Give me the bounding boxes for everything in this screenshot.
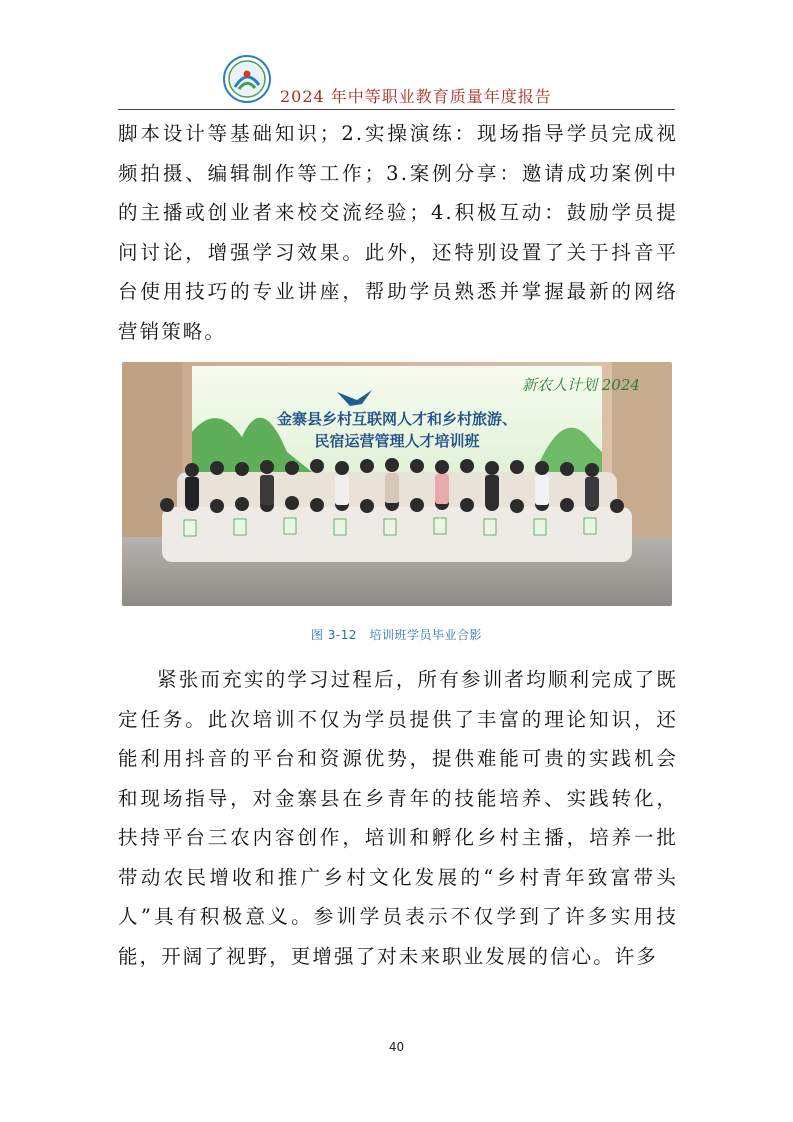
school-emblem-icon [222, 54, 272, 104]
graduation-group-photo [122, 362, 672, 606]
figure-caption: 图 3-12 培训班学员毕业合影 [310, 628, 483, 642]
body-paragraph-2: 紧张而充实的学习过程后，所有参训者均顺利完成了既定任务。此次培训不仅为学员提供了丰富的理论知识，还能利用抖音的平台和资源优势，提供难能可贵的实践机会和现场指导，对金寨县在乡青年的技能培养、实践转化，扶持平台三农内容创作，培训和孵化乡村主播，培养一批带动农民增收和推广乡村文化发展的“乡村青年致富带头人”具有积极意义。参训学员表示不仅学到了许多实用技能，开阔了视野，更增强了对未来职业发展的信心。许多 [118, 668, 678, 968]
banner-line-1: 金寨县乡村互联网人才和乡村旅游、 [276, 410, 518, 428]
report-title: 2024 年中等职业教育质量年度报告 [280, 87, 552, 106]
banner-line-2: 民宿运营管理人才培训班 [314, 432, 480, 450]
body-paragraph-1: 脚本设计等基础知识；2.实操演练：现场指导学员完成视频拍摄、编辑制作等工作；3.案例分享：邀请成功案例中的主播或创业者来校交流经验；4.积极互动：鼓励学员提问讨论，增强学习效果。此外，还特别设置了关于抖音平台使用技巧的专业讲座，帮助学员熟悉并掌握最新的网络营销策略。 [118, 122, 678, 343]
banner-corner-text: 新农人计划 2024 [522, 376, 640, 394]
header-divider [118, 109, 675, 110]
page-number: 40 [388, 1040, 405, 1054]
